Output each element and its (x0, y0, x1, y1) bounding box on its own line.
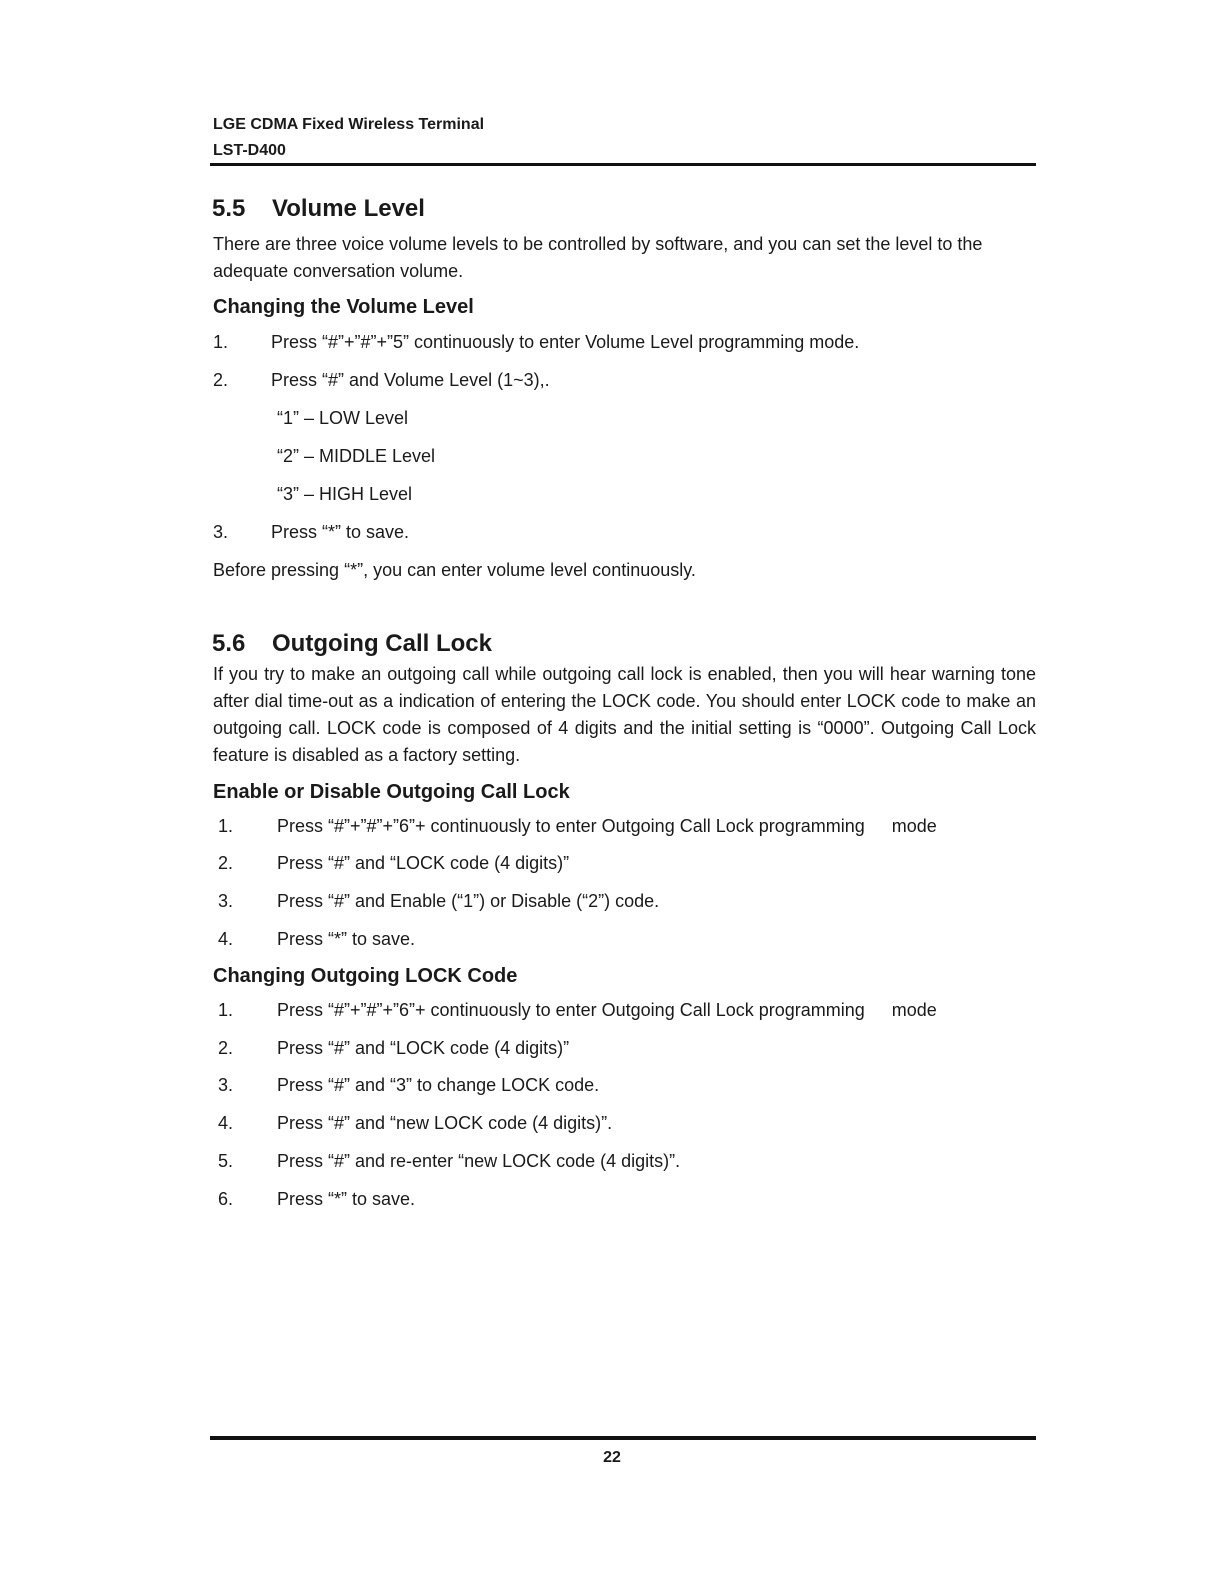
volume-level-option: “1” – LOW Level (277, 408, 409, 428)
list-text: Press “#”+”#”+”6”+ continuously to enter Outgoing Call Lock programming mode (277, 816, 937, 836)
list-text: Press “#” and Enable (“1”) or Disable (“2”) code. (277, 891, 660, 911)
list-text: Press “#” and “3” to change LOCK code. (277, 1075, 600, 1095)
list-text: Press “#” and re-enter “new LOCK code (4 digits)”. (277, 1151, 681, 1171)
list-number: 1. (218, 816, 234, 836)
section-intro: There are three voice volume levels to be controlled by software, and you can set the level to the adequate conversation volume. (213, 234, 983, 281)
doc-header-title: LGE CDMA Fixed Wireless Terminal (213, 116, 485, 133)
list-number: 2. (218, 1038, 234, 1058)
list-text: Press “#” and “LOCK code (4 digits)” (277, 853, 570, 873)
list-number: 1. (213, 332, 229, 352)
list-number: 5. (218, 1151, 234, 1171)
list-text: Press “*” to save. (277, 1189, 416, 1209)
header-divider (210, 163, 1036, 166)
list-number: 4. (218, 1113, 234, 1133)
list-number: 2. (218, 853, 234, 873)
page-number: 22 (603, 1449, 621, 1466)
list-text: Press “#” and “LOCK code (4 digits)” (277, 1038, 570, 1058)
list-text: Press “*” to save. (277, 929, 416, 949)
list-text: Press “#” and “new LOCK code (4 digits)”. (277, 1113, 613, 1133)
list-text: Press “#”+”#”+”6”+ continuously to enter Outgoing Call Lock programming mode (277, 1000, 937, 1020)
list-text: Press “#” and Volume Level (1~3),. (271, 370, 550, 390)
footer-divider (210, 1436, 1036, 1440)
list-text: Press “#”+”#”+”5” continuously to enter Volume Level programming mode. (271, 332, 860, 352)
subheading-changing-lock-code: Changing Outgoing LOCK Code (213, 965, 518, 987)
doc-header-model: LST-D400 (213, 142, 286, 159)
list-number: 3. (218, 891, 234, 911)
list-text: Press “*” to save. (271, 522, 410, 542)
section-number: 5.6 (212, 630, 246, 657)
section-heading-outgoing-call-lock (212, 630, 492, 658)
section-heading-volume-level (212, 195, 425, 223)
section-intro: If you try to make an outgoing call while outgoing call lock is enabled, then you will hear warning tone after dial time-out as a indication of entering the LOCK code. You should enter LOCK code to make an outgoing call. LOCK code is composed of 4 digits and the initial setting is “0000”. Outgoing Call Lock feature is disabled as a factory setting. (213, 664, 1036, 765)
section-number: 5.5 (212, 195, 246, 222)
list-number: 2. (213, 370, 229, 390)
list-number: 3. (213, 522, 229, 542)
subheading-enable-disable-lock: Enable or Disable Outgoing Call Lock (213, 781, 570, 803)
section-title: Outgoing Call Lock (272, 630, 492, 657)
list-number: 1. (218, 1000, 234, 1020)
subheading-changing-volume: Changing the Volume Level (213, 296, 474, 318)
section-title: Volume Level (272, 195, 425, 222)
volume-level-option: “2” – MIDDLE Level (277, 446, 436, 466)
list-number: 4. (218, 929, 234, 949)
list-number: 3. (218, 1075, 234, 1095)
list-number: 6. (218, 1189, 234, 1209)
volume-level-option: “3” – HIGH Level (277, 484, 413, 504)
section-note: Before pressing “*”, you can enter volume level continuously. (213, 560, 696, 580)
